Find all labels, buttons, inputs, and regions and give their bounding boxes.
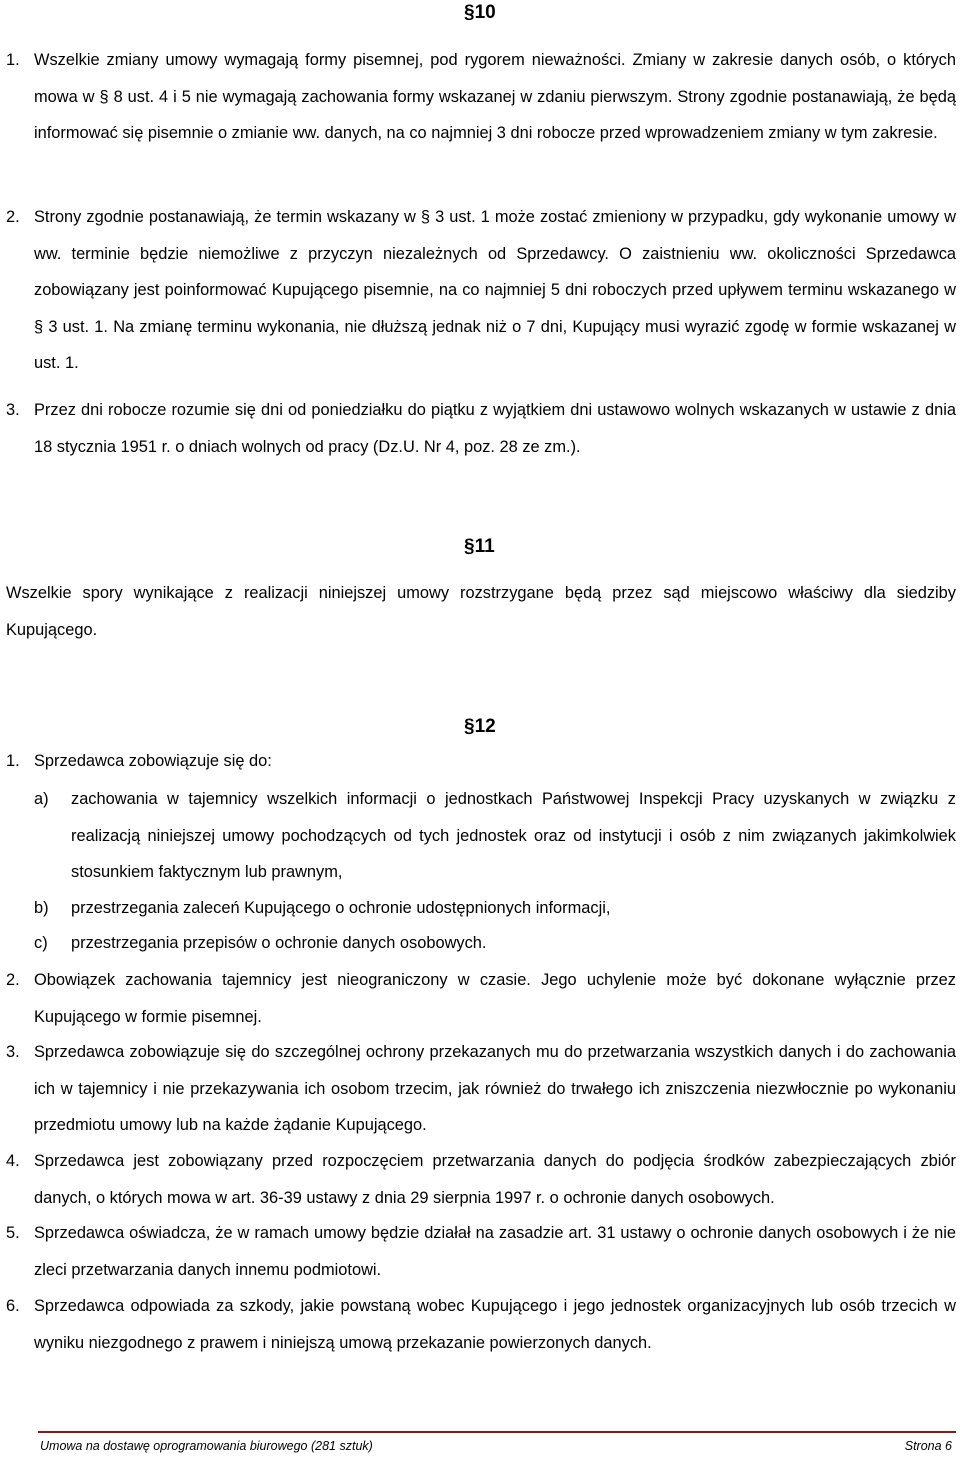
section-10-item-1 <box>6 42 956 152</box>
footer-document-title: Umowa na dostawę oprogramowania biurowego (281 sztuk) <box>40 1439 373 1453</box>
section-12-subitem-b <box>34 890 956 927</box>
item-number: 1. <box>6 752 20 770</box>
item-number: 3. <box>6 401 20 419</box>
item-text: Sprzedawca zobowiązuje się do szczególnej ochrony przekazanych mu do przetwarzania wszystkich danych i do zachowania ich w tajemnicy i nie przekazywania ich osobom trzecim, jak również do trwałego ich zniszczenia niezwłocznie po wykonaniu przedmiotu umowy lub na każde żądanie Kupującego. <box>34 1043 956 1134</box>
section-12-item-3 <box>6 1034 956 1144</box>
subitem-text: przestrzegania zaleceń Kupującego o ochronie udostępnionych informacji, <box>71 899 611 917</box>
item-number: 1. <box>6 51 20 69</box>
subitem-text: przestrzegania przepisów o ochronie danych osobowych. <box>71 934 487 952</box>
item-number: 2. <box>6 208 20 226</box>
item-text: Obowiązek zachowania tajemnicy jest nieograniczony w czasie. Jego uchylenie może być dokonane wyłącznie przez Kupującego w formie pisemnej. <box>34 971 956 1026</box>
section-12-item-6 <box>6 1288 956 1361</box>
section-10-item-3 <box>6 392 956 465</box>
subitem-text: zachowania w tajemnicy wszelkich informacji o jednostkach Państwowej Inspekcji Pracy uzyskanych w związku z realizacją niniejszej umowy pochodzących od tych jednostek oraz od instytucji i osób z nim związanych jakimkolwiek stosunkiem faktycznym lub prawnym, <box>71 790 956 881</box>
footer-page-number: Strona 6 <box>904 1439 952 1453</box>
item-text: Sprzedawca oświadcza, że w ramach umowy będzie działał na zasadzie art. 31 ustawy o ochronie danych osobowych i że nie zleci przetwarzania danych innemu podmiotowi. <box>34 1224 956 1279</box>
item-text: Sprzedawca jest zobowiązany przed rozpoczęciem przetwarzania danych do podjęcia środków zabezpieczających zbiór danych, o których mowa w art. 36-39 ustawy z dnia 29 sierpnia 1997 r. o ochronie danych osobowych. <box>34 1152 956 1207</box>
section-12-item-4 <box>6 1143 956 1216</box>
item-number: 3. <box>6 1043 20 1061</box>
section-12-item-2 <box>6 962 956 1035</box>
subitem-label: b) <box>34 899 49 917</box>
subitem-label: c) <box>34 934 48 952</box>
subitem-label: a) <box>34 790 49 808</box>
section-12-heading: §12 <box>464 716 496 737</box>
item-text: Strony zgodnie postanawiają, że termin wskazany w § 3 ust. 1 może zostać zmieniony w przypadku, gdy wykonanie umowy w ww. terminie będzie niemożliwe z przyczyn niezależnych od Sprzedawcy. O zaistnieniu ww. okoliczności Sprzedawca zobowiązany jest poinformować Kupującego pisemnie, na co najmniej 5 dni roboczych przed upływem terminu wskazanego w § 3 ust. 1. Na zmianę terminu wykonania, nie dłuższą jednak niż o 7 dni, Kupujący musi wyrazić zgodę w formie wskazanej w ust. 1. <box>34 208 956 372</box>
item-text: Wszelkie zmiany umowy wymagają formy pisemnej, pod rygorem nieważności. Zmiany w zakresie danych osób, o których mowa w § 8 ust. 4 i 5 nie wymagają zachowania formy wskazanej w zdaniu pierwszym. Strony zgodnie postanawiają, że będą informować się pisemnie o zmianie ww. danych, na co najmniej 3 dni robocze przed wprowadzeniem zmiany w tym zakresie. <box>34 51 956 142</box>
item-number: 4. <box>6 1152 20 1170</box>
section-10-heading: §10 <box>464 2 496 23</box>
item-text: Sprzedawca zobowiązuje się do: <box>34 752 272 770</box>
section-11-heading: §11 <box>464 536 495 557</box>
section-11-text: Wszelkie spory wynikające z realizacji niniejszej umowy rozstrzygane będą przez sąd miejscowo właściwy dla siedziby Kupującego. <box>6 584 956 639</box>
section-12-item-1 <box>6 743 956 780</box>
item-text: Sprzedawca odpowiada za szkody, jakie powstaną wobec Kupującego i jego jednostek organizacyjnych lub osób trzecich w wyniku niezgodnego z prawem i niniejszą umową przekazanie powierzonych danych. <box>34 1297 956 1352</box>
section-12-subitem-a <box>34 781 956 891</box>
section-12-item-5 <box>6 1215 956 1288</box>
item-number: 2. <box>6 971 20 989</box>
section-12-subitem-c <box>34 925 956 962</box>
footer-rule <box>38 1431 956 1433</box>
item-number: 5. <box>6 1224 20 1242</box>
item-text: Przez dni robocze rozumie się dni od poniedziałku do piątku z wyjątkiem dni ustawowo wolnych wskazanych w ustawie z dnia 18 stycznia 1951 r. o dniach wolnych od pracy (Dz.U. Nr 4, poz. 28 ze zm.). <box>34 401 956 456</box>
item-number: 6. <box>6 1297 20 1315</box>
section-10-item-2 <box>6 199 956 382</box>
